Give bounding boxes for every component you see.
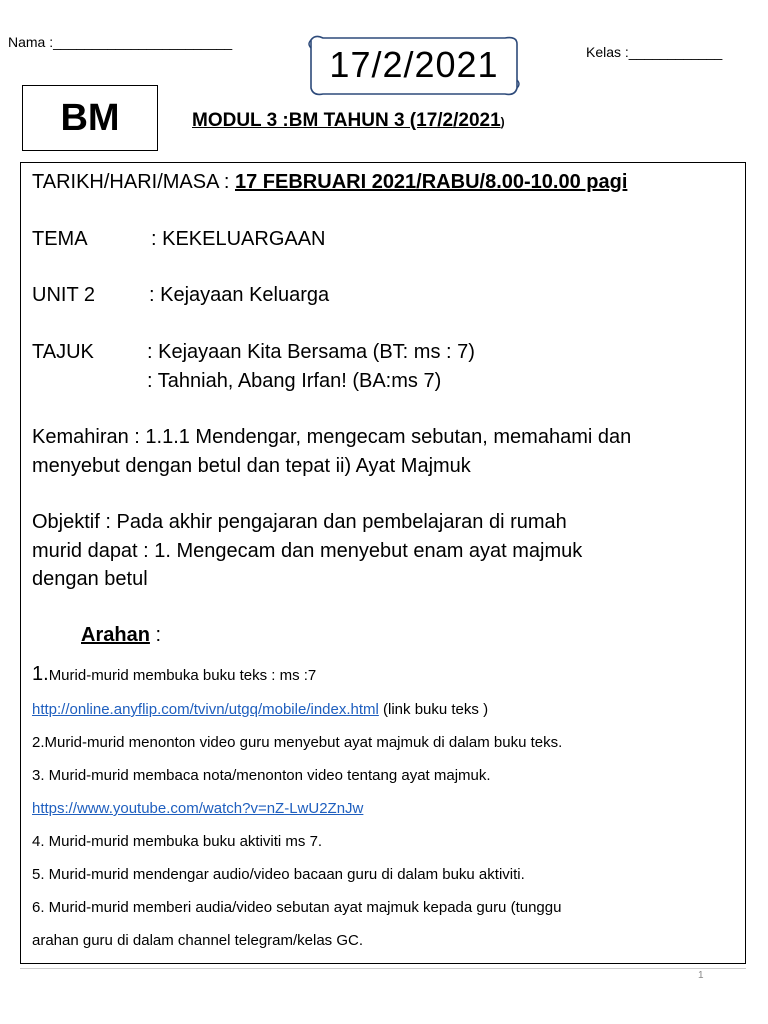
tarikh-label: TARIKH/HARI/MASA : [32,171,235,193]
kemahiran-line-2: menyebut dengan betul dan tepat ii) Ayat Majmuk [32,455,471,477]
footer-divider [20,968,746,969]
date-banner-text: 17/2/2021 [329,44,499,85]
youtube-link[interactable]: https://www.youtube.com/watch?v=nZ-LwU2ZnJw [32,800,364,817]
step-3: 3. Murid-murid membaca nota/menonton video tentang ayat majmuk. [32,767,491,784]
modul-title-end: ) [500,115,505,129]
arahan-heading [81,624,161,647]
textbook-link-note: (link buku teks ) [378,701,489,718]
tema-value: : KEKELUARGAAN [151,228,326,250]
modul-title-text: MODUL 3 :BM TAHUN 3 (17/2/2021 [192,110,501,131]
step-6-line-2: arahan guru di dalam channel telegram/kelas GC. [32,932,364,949]
lesson-box [20,162,746,964]
link-row-1 [32,701,488,718]
page-number: 1 [698,970,704,981]
arahan-heading-colon: : [149,624,162,646]
modul-title [192,110,505,132]
objektif-line-2: murid dapat : 1. Mengecam dan menyebut enam ayat majmuk [32,540,583,562]
tajuk-value-1: : Kejayaan Kita Bersama (BT: ms : 7) [147,341,475,363]
unit-value: : Kejayaan Keluarga [149,284,330,306]
step-1-number: 1. [32,663,49,685]
tarikh-row [32,171,627,194]
step-6-line-1: 6. Murid-murid memberi audia/video sebutan ayat majmuk kepada guru (tunggu [32,899,562,916]
kemahiran-line-1: Kemahiran : 1.1.1 Mendengar, mengecam sebutan, memahami dan [32,426,632,448]
kelas-field: Kelas :____________ [586,44,723,60]
step-1-text: Murid-murid membuka buku teks : ms :7 [48,667,317,684]
objektif-line-1: Objektif : Pada akhir pengajaran dan pembelajaran di rumah [32,511,567,533]
unit-label: UNIT 2 [32,284,95,306]
date-banner [305,30,523,102]
textbook-link[interactable]: http://online.anyflip.com/tvivn/utgq/mobile/index.html [32,701,379,718]
objektif-line-3: dengan betul [32,568,148,590]
step-2: 2.Murid-murid menonton video guru menyebut ayat majmuk di dalam buku teks. [32,734,563,751]
subject-label: BM [60,96,120,139]
tema-label: TEMA [32,228,88,250]
step-4: 4. Murid-murid membuka buku aktiviti ms 7. [32,833,323,850]
arahan-heading-text: Arahan [81,624,150,646]
link-row-2 [32,800,363,817]
subject-box [22,85,158,151]
tarikh-value: 17 FEBRUARI 2021/RABU/8.00-10.00 pagi [235,171,628,193]
nama-field: Nama :_______________________ [8,34,233,50]
tajuk-label: TAJUK [32,341,94,363]
tajuk-value-2: : Tahniah, Abang Irfan! (BA:ms 7) [147,370,442,392]
step-5: 5. Murid-murid mendengar audio/video bacaan guru di dalam buku aktiviti. [32,866,525,883]
step-1 [32,663,316,686]
